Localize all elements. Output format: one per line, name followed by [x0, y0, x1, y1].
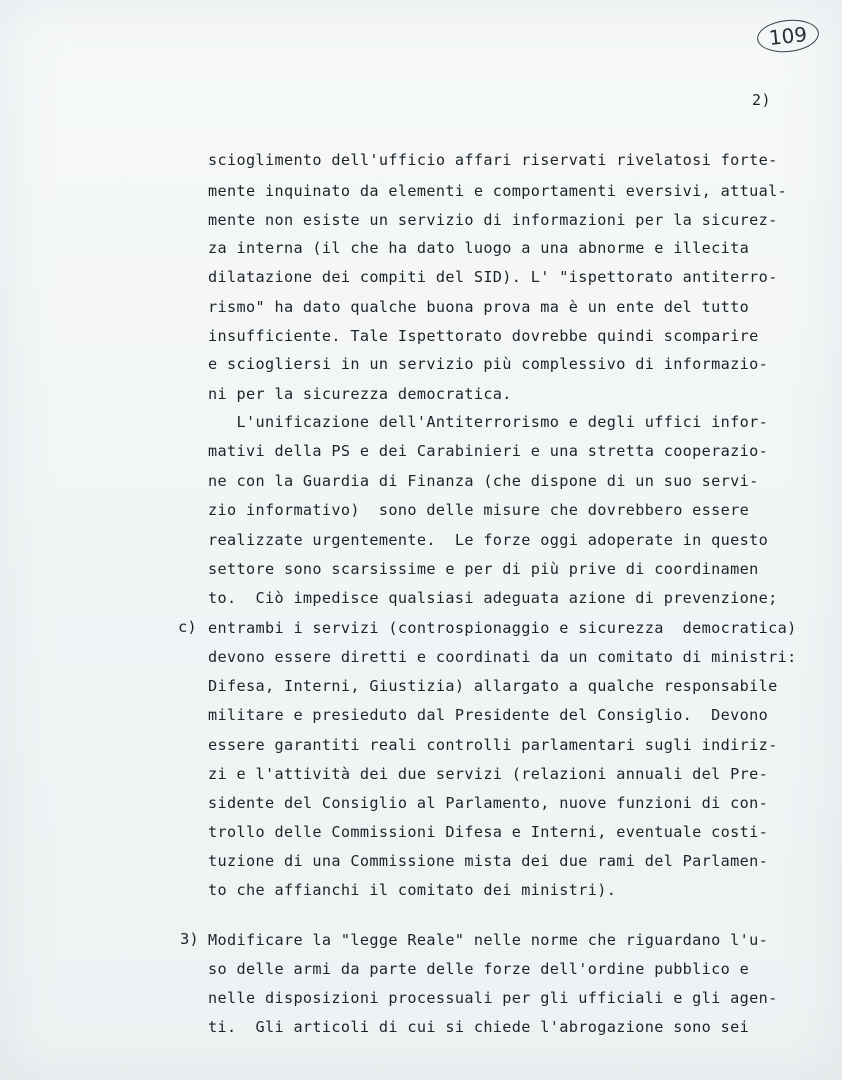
- text-line: mente inquinato da elementi e comportamenti eversivi, attual-: [208, 182, 788, 200]
- item-marker-c: c): [178, 618, 197, 636]
- text-line: nelle disposizioni processuali per gli ufficiali e gli agen-: [208, 989, 778, 1007]
- text-line: e sciogliersi in un servizio più complessivo di informazio-: [208, 355, 769, 373]
- text-line: zi e l'attività dei due servizi (relazioni annuali del Pre-: [208, 765, 769, 783]
- text-line: insufficiente. Tale Ispettorato dovrebbe quindi scomparire: [208, 327, 759, 345]
- text-line: devono essere diretti e coordinati da un comitato di ministri:: [208, 648, 797, 666]
- text-line: ne con la Guardia di Finanza (che dispone di un suo servi-: [208, 472, 759, 490]
- archive-number-stamp: 109: [755, 17, 820, 55]
- text-line: Modificare la "legge Reale" nelle norme che riguardano l'u-: [208, 931, 769, 949]
- text-line: ti. Gli articoli di cui si chiede l'abrogazione sono sei: [208, 1018, 750, 1036]
- text-line: to che affianchi il comitato dei ministri).: [208, 881, 617, 899]
- text-line: sidente del Consiglio al Parlamento, nuove funzioni di con-: [208, 794, 769, 812]
- text-line: tuzione di una Commissione mista dei due rami del Parlamen-: [208, 852, 769, 870]
- text-line: so delle armi da parte delle forze dell'ordine pubblico e: [208, 960, 750, 978]
- text-line: scioglimento dell'ufficio affari riservati rivelatosi forte-: [208, 151, 778, 169]
- text-line: zio informativo) sono delle misure che dovrebbero essere: [208, 501, 750, 519]
- text-line: ni per la sicurezza democratica.: [208, 385, 512, 403]
- text-line: entrambi i servizi (controspionaggio e sicurezza democratica): [208, 619, 797, 637]
- text-line: za interna (il che ha dato luogo a una abnorme e illecita: [208, 239, 750, 257]
- text-line: L'unificazione dell'Antiterrorismo e degli uffici infor-: [208, 413, 769, 431]
- text-line: trollo delle Commissioni Difesa e Interni, eventuale costi-: [208, 823, 769, 841]
- text-line: mativi della PS e dei Carabinieri e una stretta cooperazio-: [208, 442, 769, 460]
- item-marker-3: 3): [180, 930, 199, 948]
- text-line: rismo" ha dato qualche buona prova ma è un ente del tutto: [208, 298, 750, 316]
- text-line: dilatazione dei compiti del SID). L' "ispettorato antiterro-: [208, 268, 778, 286]
- text-line: essere garantiti reali controlli parlamentari sugli indiriz-: [208, 736, 778, 754]
- page-number: 2): [752, 91, 772, 109]
- text-line: realizzate urgentemente. Le forze oggi adoperate in questo: [208, 531, 769, 549]
- text-line: mente non esiste un servizio di informazioni per la sicurez-: [208, 211, 778, 229]
- text-line: to. Ciò impedisce qualsiasi adeguata azione di prevenzione;: [208, 589, 778, 607]
- text-line: Difesa, Interni, Giustizia) allargato a qualche responsabile: [208, 677, 778, 695]
- text-line: settore sono scarsissime e per di più prive di coordinamen: [208, 560, 759, 578]
- text-line: militare e presieduto dal Presidente del Consiglio. Devono: [208, 706, 769, 724]
